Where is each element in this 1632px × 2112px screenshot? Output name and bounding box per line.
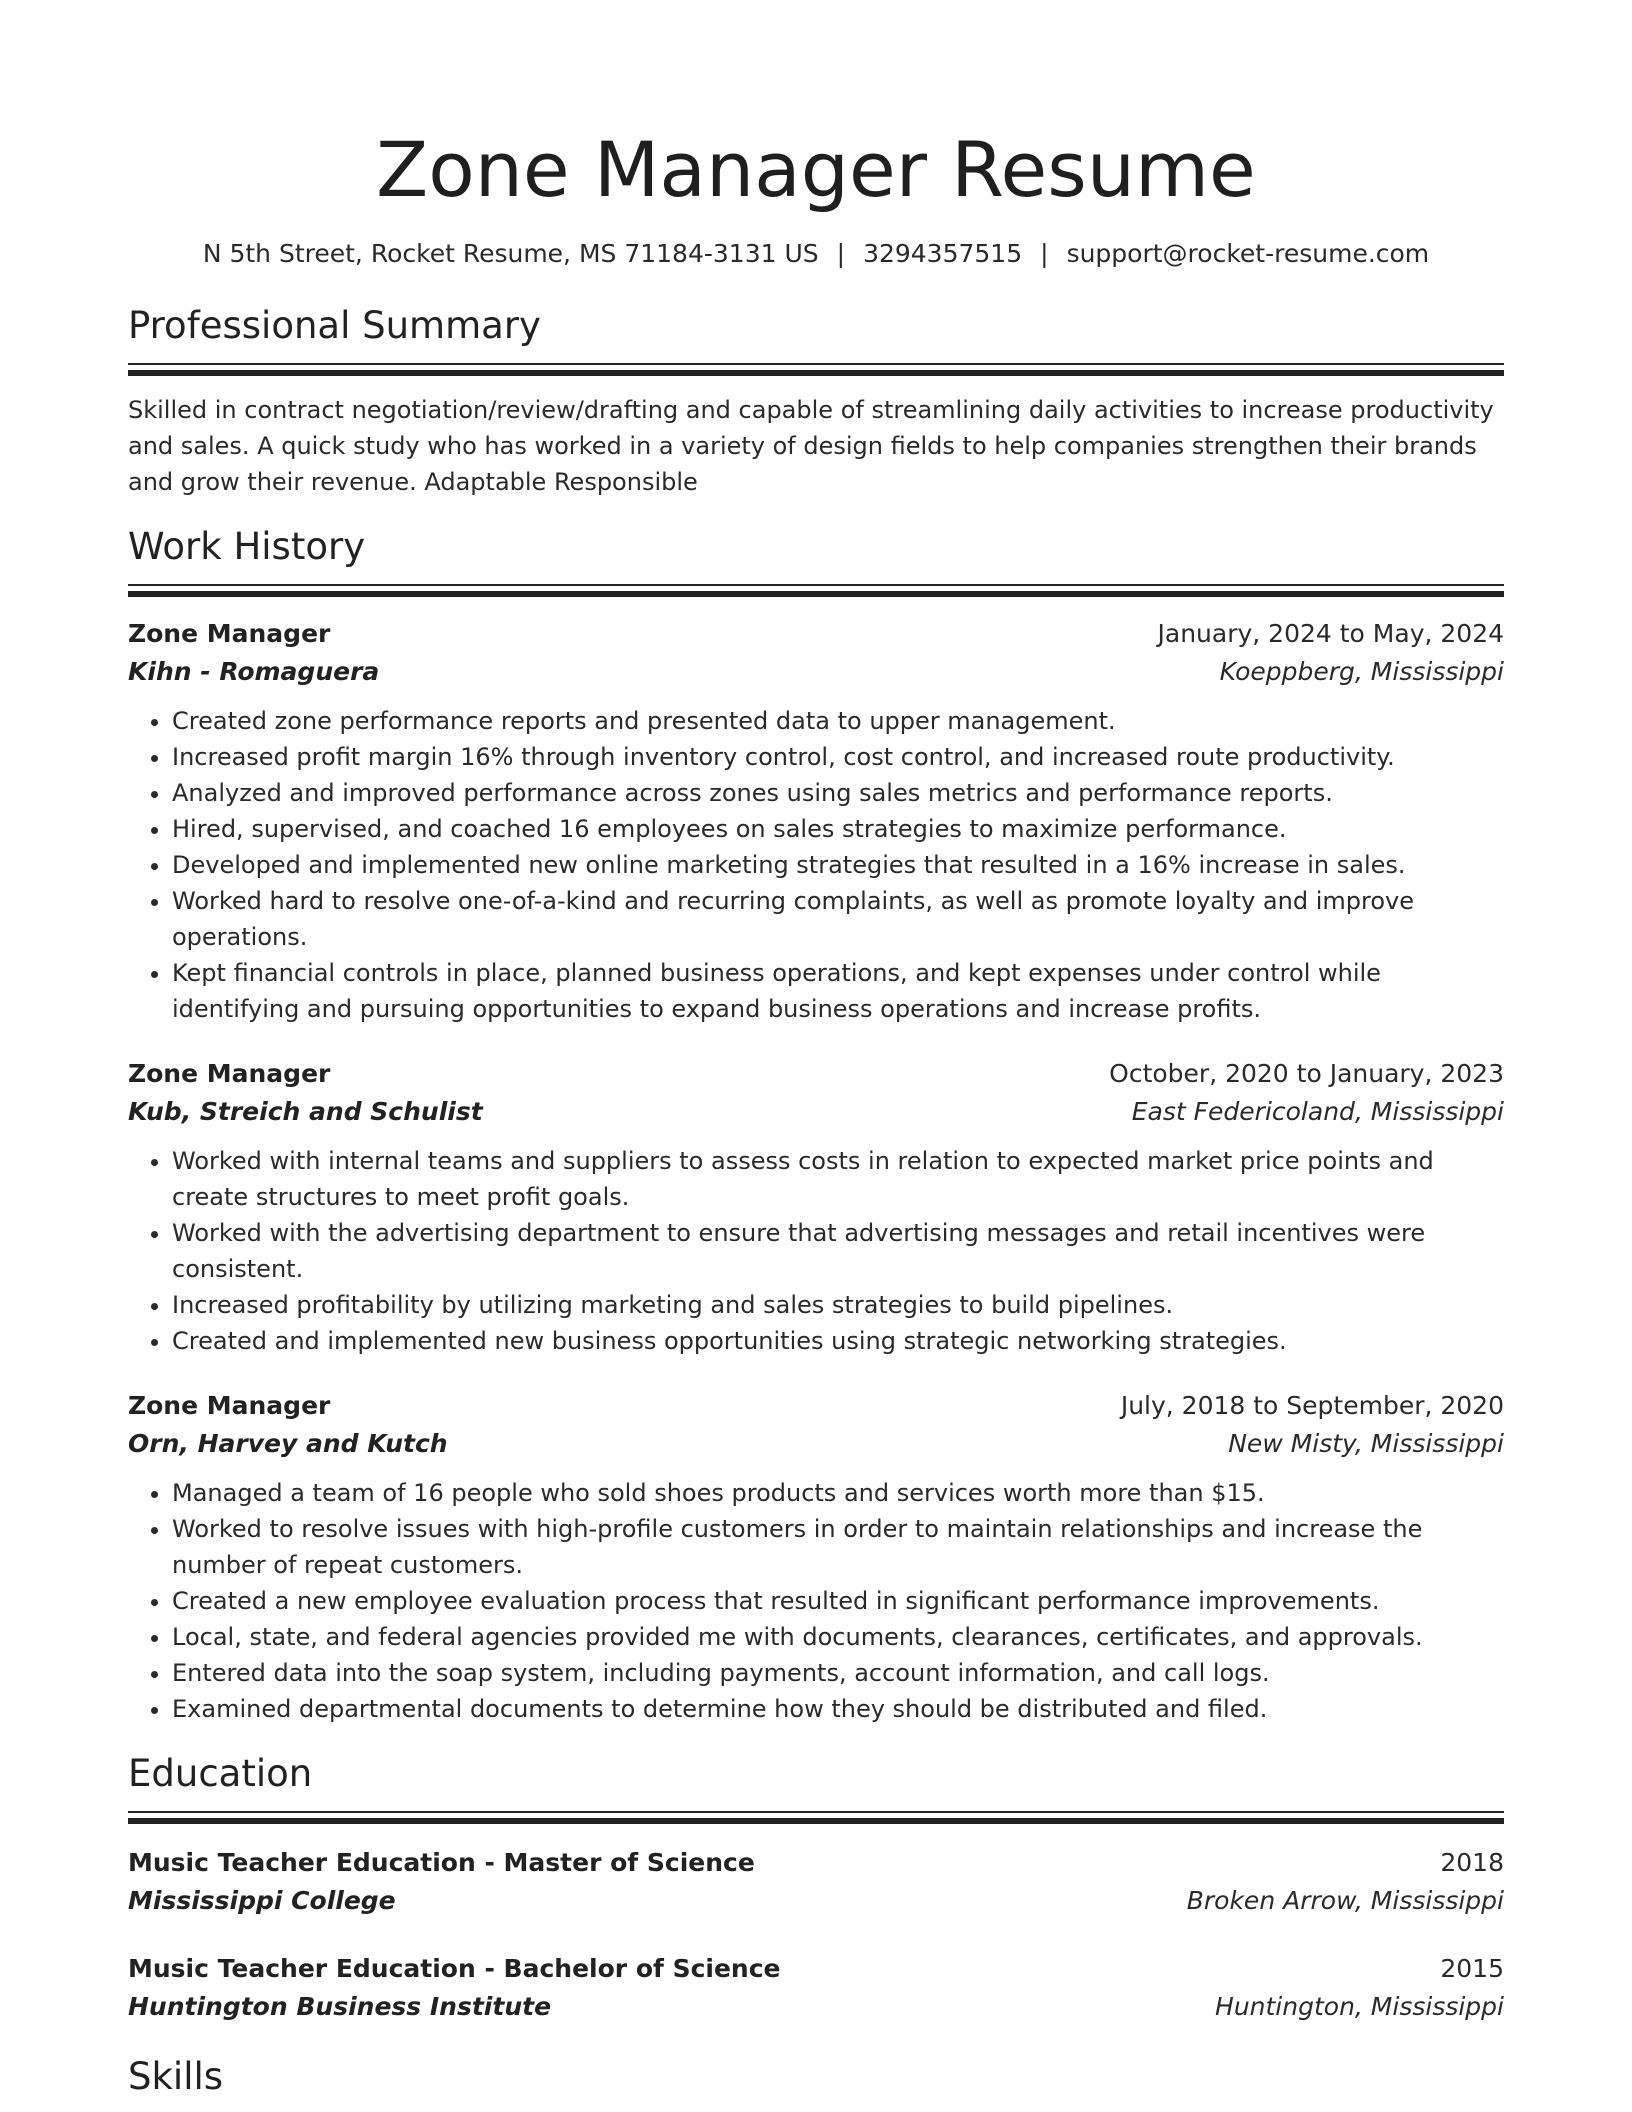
- list-item: • Worked with internal teams and suppliers to assess costs in relation to expected market price points and create structures to meet profit goals.: [172, 1143, 1504, 1215]
- job-title: Zone Manager: [128, 1059, 331, 1088]
- job-location: New Misty, Mississippi: [1228, 1429, 1504, 1458]
- education-location: Huntington, Mississippi: [1215, 1992, 1504, 2021]
- job-company: Kub, Streich and Schulist: [128, 1097, 483, 1126]
- education-subheader: [128, 1988, 1504, 2026]
- job-bullets: [128, 1475, 1504, 1727]
- list-item: • Created zone performance reports and presented data to upper management.: [172, 703, 1504, 739]
- section-title-work: Work History: [128, 525, 366, 568]
- work-section: [128, 522, 1504, 1727]
- education-degree: Music Teacher Education - Bachelor of Science: [128, 1954, 781, 1983]
- job-header: [128, 615, 1504, 653]
- list-item: • Increased profitability by utilizing marketing and sales strategies to build pipelines.: [172, 1287, 1504, 1323]
- list-item: • Local, state, and federal agencies provided me with documents, clearances, certificates, and approvals.: [172, 1619, 1504, 1655]
- education-header: [128, 1950, 1504, 1988]
- list-item: • Entered data into the soap system, including payments, account information, and call logs.: [172, 1655, 1504, 1691]
- list-item: • Worked to resolve issues with high-profile customers in order to maintain relationships and increase the number of repeat customers.: [172, 1511, 1504, 1583]
- list-item: • Examined departmental documents to determine how they should be distributed and filed.: [172, 1691, 1504, 1727]
- job-dates: July, 2018 to September, 2020: [1120, 1391, 1504, 1420]
- job-entry: [128, 1055, 1504, 1359]
- list-item: • Analyzed and improved performance across zones using sales metrics and performance reports.: [172, 775, 1504, 811]
- resume-name: Zone Manager Resume: [376, 125, 1256, 214]
- job-subheader: [128, 1093, 1504, 1131]
- list-item: • Created and implemented new business opportunities using strategic networking strategies.: [172, 1323, 1504, 1359]
- job-dates: October, 2020 to January, 2023: [1109, 1059, 1504, 1088]
- education-section: [128, 1749, 1504, 2026]
- education-subheader: [128, 1882, 1504, 1920]
- skills-section: [128, 2052, 1504, 2102]
- job-header: [128, 1055, 1504, 1093]
- job-title: Zone Manager: [128, 619, 331, 648]
- education-year: 2015: [1440, 1954, 1504, 1983]
- job-header: [128, 1387, 1504, 1425]
- job-dates: January, 2024 to May, 2024: [1157, 619, 1504, 648]
- job-location: East Federicoland, Mississippi: [1131, 1097, 1504, 1126]
- contact-email: support@rocket-resume.com: [1066, 239, 1430, 268]
- contact-separator: |: [836, 239, 846, 268]
- job-location: Koeppberg, Mississippi: [1219, 657, 1504, 686]
- section-title-summary: Professional Summary: [128, 304, 541, 347]
- section-title-education: Education: [128, 1752, 313, 1795]
- list-item: • Worked hard to resolve one-of-a-kind and recurring complaints, as well as promote loyalty and improve operations.: [172, 883, 1504, 955]
- education-year: 2018: [1440, 1848, 1504, 1877]
- job-title: Zone Manager: [128, 1391, 331, 1420]
- list-item: • Hired, supervised, and coached 16 employees on sales strategies to maximize performance.: [172, 811, 1504, 847]
- summary-section: [128, 301, 1504, 500]
- contact-phone: 3294357515: [863, 239, 1023, 268]
- section-divider: [128, 1811, 1504, 1824]
- list-item: • Created a new employee evaluation process that resulted in significant performance improvements.: [172, 1583, 1504, 1619]
- job-subheader: [128, 1425, 1504, 1463]
- contact-separator: |: [1040, 239, 1049, 268]
- job-bullets: [128, 703, 1504, 1027]
- education-entry: [128, 1844, 1504, 1920]
- education-entry: [128, 1950, 1504, 2026]
- section-divider: [128, 363, 1504, 376]
- education-school: Mississippi College: [128, 1886, 396, 1915]
- list-item: • Kept financial controls in place, planned business operations, and kept expenses under control while identifying and pursuing opportunities to expand business operations and increase profits.: [172, 955, 1504, 1027]
- education-degree: Music Teacher Education - Master of Science: [128, 1848, 755, 1877]
- job-company: Kihn - Romaguera: [128, 657, 380, 686]
- job-entry: [128, 615, 1504, 1027]
- section-divider: [128, 584, 1504, 597]
- contact-line: [128, 237, 1504, 271]
- job-company: Orn, Harvey and Kutch: [128, 1429, 448, 1458]
- job-bullets: [128, 1143, 1504, 1359]
- education-school: Huntington Business Institute: [128, 1992, 552, 2021]
- summary-text: Skilled in contract negotiation/review/drafting and capable of streamlining daily activities to increase productivity and sales. A quick study who has worked in a variety of design fields to help companies strengthen their brands and grow their revenue. Adaptable Responsible: [128, 396, 1494, 496]
- education-location: Broken Arrow, Mississippi: [1186, 1886, 1504, 1915]
- section-title-skills: Skills: [128, 2055, 224, 2098]
- contact-address: N 5th Street, Rocket Resume, MS 71184-3131 US: [202, 239, 819, 268]
- job-subheader: [128, 653, 1504, 691]
- list-item: • Increased profit margin 16% through inventory control, cost control, and increased route productivity.: [172, 739, 1504, 775]
- list-item: • Developed and implemented new online marketing strategies that resulted in a 16% increase in sales.: [172, 847, 1504, 883]
- education-header: [128, 1844, 1504, 1882]
- list-item: • Managed a team of 16 people who sold shoes products and services worth more than $15.: [172, 1475, 1504, 1511]
- list-item: • Worked with the advertising department to ensure that advertising messages and retail incentives were consistent.: [172, 1215, 1504, 1287]
- job-entry: [128, 1387, 1504, 1727]
